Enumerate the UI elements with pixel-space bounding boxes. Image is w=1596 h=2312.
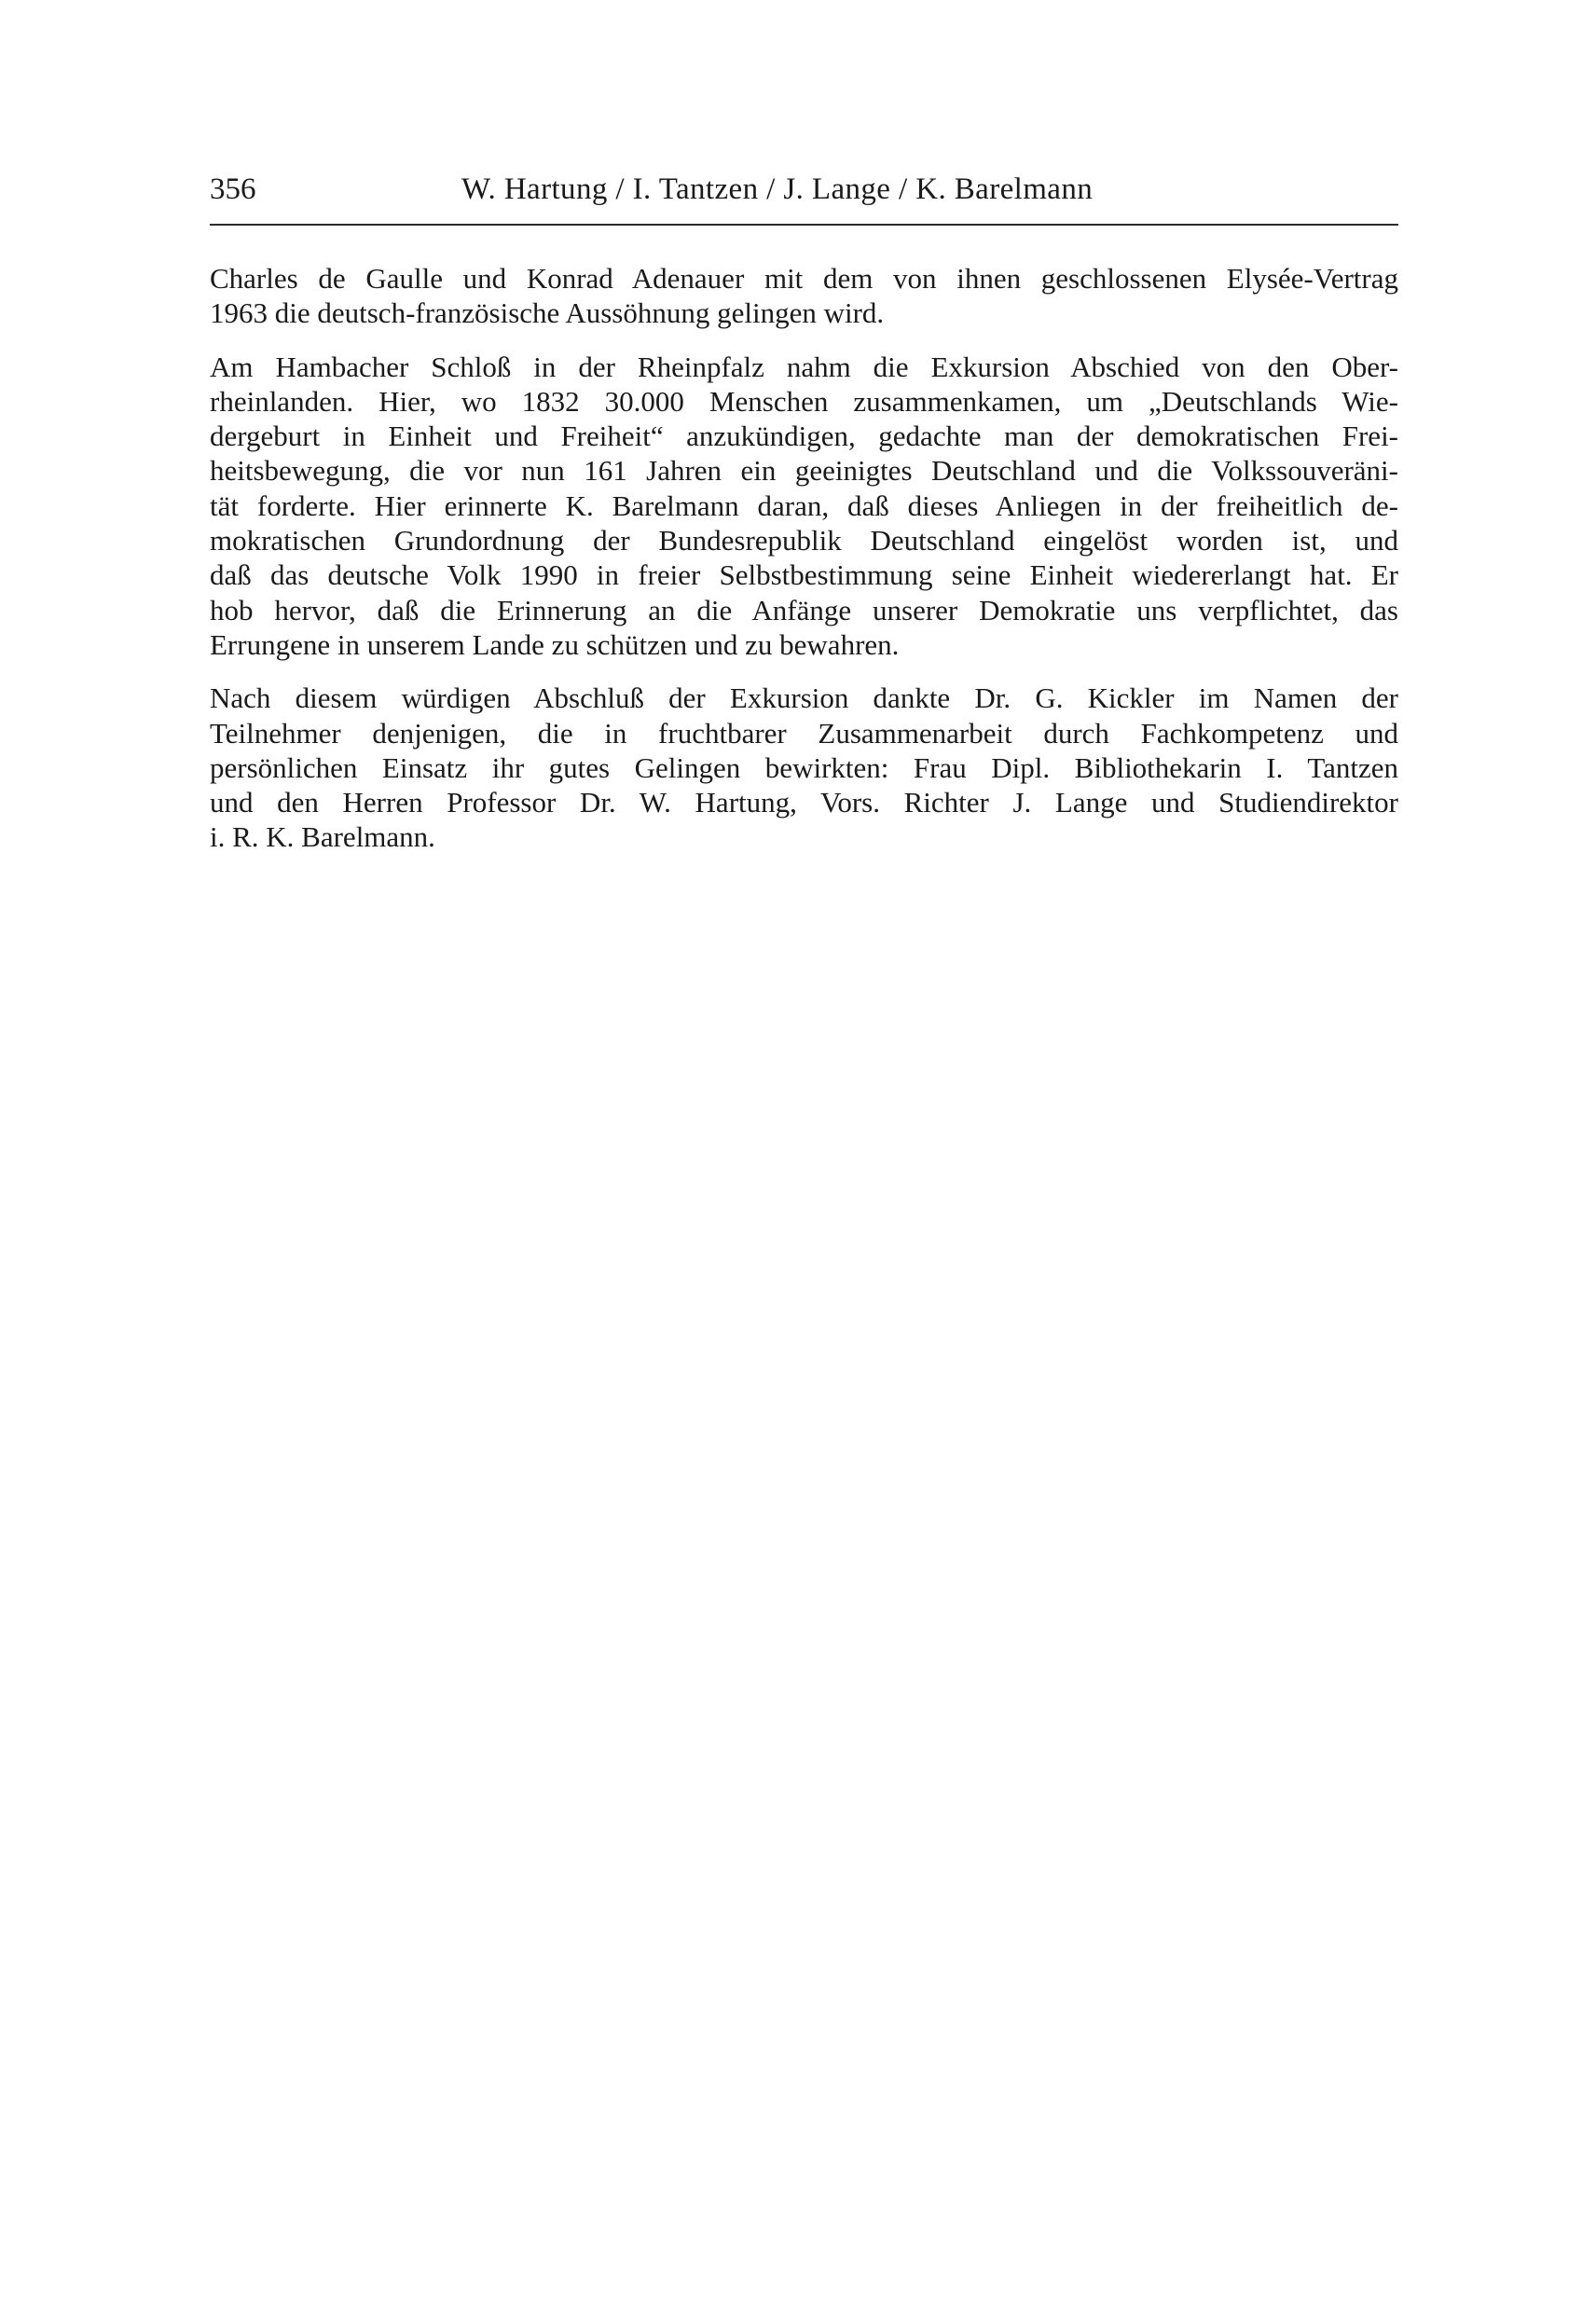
paragraph-2 (210, 350, 1398, 663)
page-header (210, 171, 1398, 217)
body-text (210, 261, 1398, 874)
text-line: daß das deutsche Volk 1990 in freier Selbstbestimmung seine Einheit wiedererlangt hat. Er (210, 558, 1398, 592)
text-line: hob hervor, daß die Erinnerung an die Anfänge unserer Demokratie uns verpflichtet, das (210, 593, 1398, 626)
text-line: Errungene in unserem Lande zu schützen und zu bewahren. (210, 627, 900, 661)
text-line: persönlichen Einsatz ihr gutes Gelingen bewirkten: Frau Dipl. Bibliothekarin I. Tantzen (210, 750, 1398, 784)
text-line: Charles de Gaulle und Konrad Adenauer mit dem von ihnen geschlossenen Elysée-Vertrag (210, 262, 1398, 295)
text-line: tät forderte. Hier erinnerte K. Barelmann daran, daß dieses Anliegen in der freiheitlich de- (210, 489, 1398, 522)
page-number: 356 (210, 172, 256, 206)
paragraph-1 (210, 261, 1398, 331)
text-line: Nach diesem würdigen Abschluß der Exkursion dankte Dr. G. Kickler im Namen der (210, 681, 1398, 715)
header-rule (210, 224, 1398, 226)
text-line: i. R. K. Barelmann. (210, 820, 435, 854)
paragraph-3 (210, 681, 1398, 854)
text-line: Teilnehmer denjenigen, die in fruchtbarer Zusammenarbeit durch Fachkompetenz und (210, 716, 1398, 750)
text-line: dergeburt in Einheit und Freiheit“ anzukündigen, gedachte man der demokratischen Frei- (210, 420, 1398, 453)
text-line: mokratischen Grundordnung der Bundesrepublik Deutschland eingelöst worden ist, und (210, 524, 1398, 557)
text-line: und den Herren Professor Dr. W. Hartung, Vors. Richter J. Lange und Studiendirektor (210, 786, 1398, 819)
text-line: Am Hambacher Schloß in der Rheinpfalz nahm die Exkursion Abschied von den Ober- (210, 350, 1398, 383)
text-line: 1963 die deutsch-französische Aussöhnung gelingen wird. (210, 296, 885, 330)
text-line: rheinlanden. Hier, wo 1832 30.000 Menschen zusammenkamen, um „Deutschlands Wie- (210, 384, 1398, 418)
running-head: W. Hartung / I. Tantzen / J. Lange / K. Barelmann (461, 172, 1094, 206)
text-line: heitsbewegung, die vor nun 161 Jahren ein geeinigtes Deutschland und die Volkssouveräni- (210, 454, 1398, 488)
